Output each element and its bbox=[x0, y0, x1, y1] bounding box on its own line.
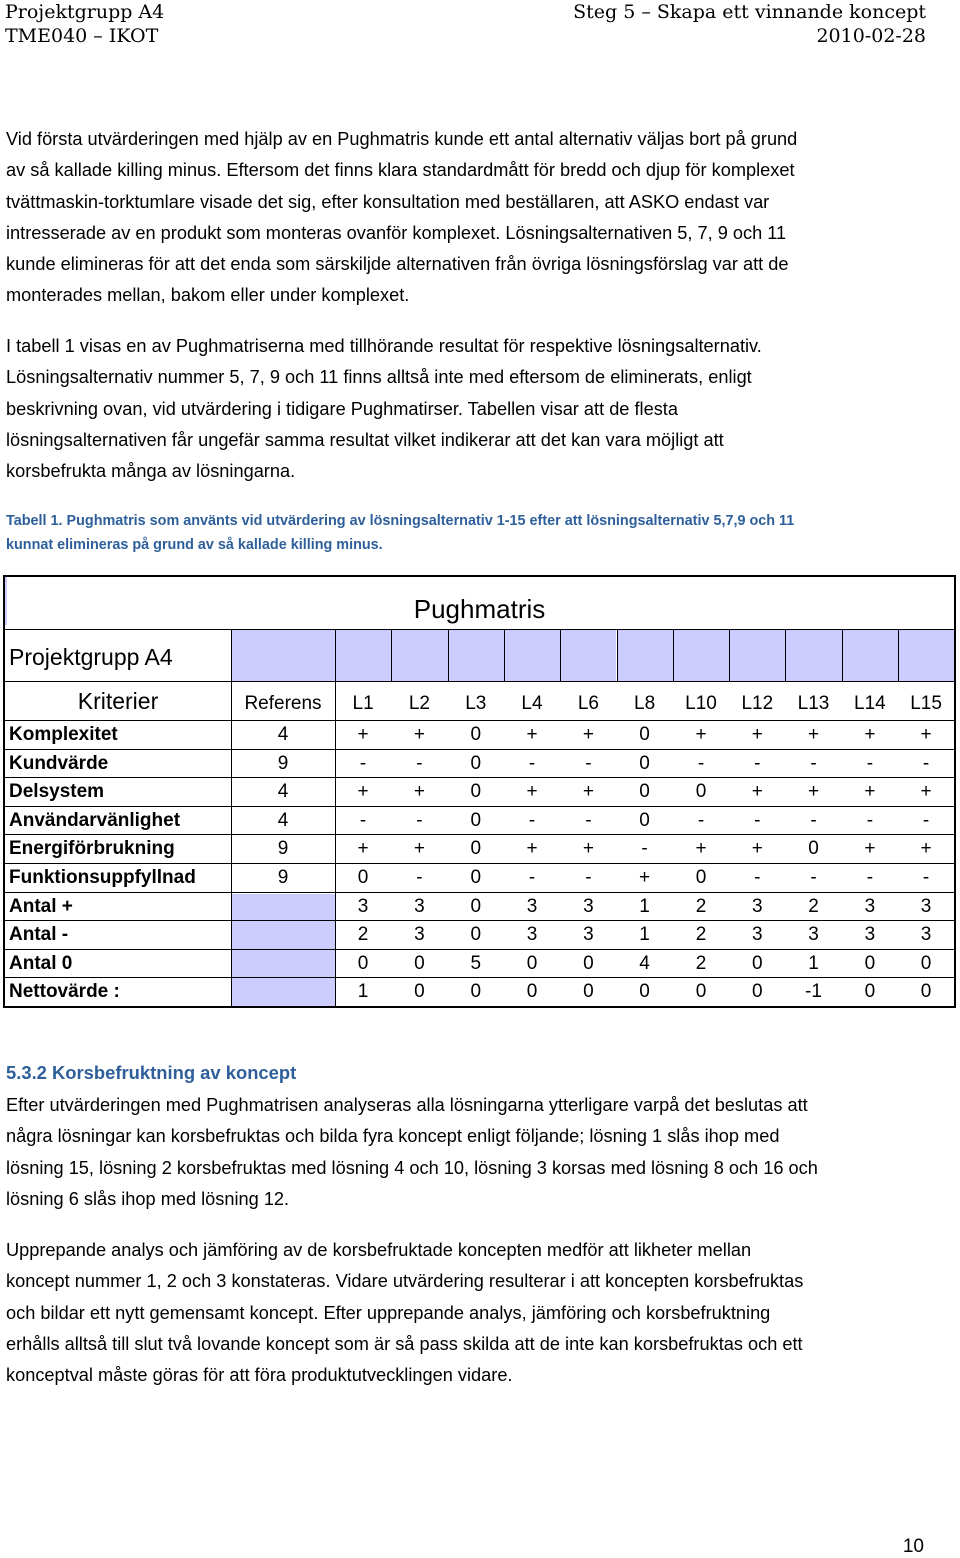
table-cell: + bbox=[920, 781, 932, 803]
table-cell: + bbox=[582, 838, 594, 860]
table-cell: 3 bbox=[357, 895, 369, 917]
row-label: Antal 0 bbox=[9, 952, 73, 974]
table-cell: 3 bbox=[752, 924, 763, 946]
table-cell: 0 bbox=[639, 981, 650, 1003]
table-cell: + bbox=[526, 781, 538, 803]
table-cell: 0 bbox=[470, 781, 482, 803]
table-cell: + bbox=[639, 867, 651, 888]
table-cell: 2 bbox=[695, 924, 707, 946]
referens-value: 4 bbox=[277, 781, 289, 803]
table-cell: + bbox=[920, 724, 932, 745]
table-cell: - bbox=[697, 752, 705, 774]
table-cell: + bbox=[582, 724, 594, 745]
table-cell: 0 bbox=[752, 952, 763, 974]
table-cell: + bbox=[807, 724, 820, 745]
table-cell: + bbox=[357, 781, 369, 803]
table-cell: - bbox=[585, 752, 592, 774]
row-label: Antal - bbox=[9, 924, 69, 946]
table-cell: 5 bbox=[470, 952, 482, 974]
caption-line: Tabell 1. Pughmatris som använts vid utvärdering av lösningsalternativ 1-15 efter att lösningsalternativ 5,7,9 och 11 bbox=[6, 513, 795, 529]
column-header-l3: L3 bbox=[465, 693, 487, 714]
table-cell: - bbox=[528, 867, 536, 888]
table-cell: 0 bbox=[695, 867, 707, 888]
row-label: Nettovärde : bbox=[9, 981, 120, 1003]
table-cell: 0 bbox=[414, 981, 425, 1003]
table-cell: - bbox=[754, 867, 761, 888]
table-cell: + bbox=[357, 838, 369, 860]
paragraph-1 bbox=[6, 124, 926, 312]
table-cell: - bbox=[528, 809, 536, 831]
table-cell: 0 bbox=[470, 924, 482, 946]
table-cell: + bbox=[920, 838, 932, 860]
table-cell: 4 bbox=[639, 952, 650, 974]
table-cell: 0 bbox=[526, 981, 538, 1003]
table-cell: 3 bbox=[920, 924, 932, 946]
table-cell: - bbox=[359, 809, 367, 831]
referens-value: 9 bbox=[277, 838, 289, 860]
column-header-l12: L12 bbox=[741, 693, 774, 714]
text-line: Lösningsalternativ nummer 5, 7, 9 och 11 finns alltså inte med eftersom de eliminerats, enligt bbox=[6, 367, 752, 388]
table-cell: 0 bbox=[470, 895, 482, 917]
table-cell: 3 bbox=[864, 895, 876, 917]
referens-summary-shade bbox=[232, 894, 335, 1006]
table-cell: - bbox=[754, 809, 761, 831]
table-cell: - bbox=[866, 809, 874, 831]
table-cell: + bbox=[582, 781, 594, 803]
text-line: koncept nummer 1, 2 och 3 konstateras. Vidare utvärdering resulterar i att koncepten korsbefruktas bbox=[6, 1271, 804, 1292]
referens-value: 4 bbox=[277, 724, 289, 745]
table-cell: 0 bbox=[639, 809, 650, 831]
table-cell: + bbox=[695, 838, 707, 860]
table-cell: 0 bbox=[470, 867, 482, 888]
header-date: 2010-02-28 bbox=[816, 25, 926, 47]
table-cell: 0 bbox=[526, 952, 538, 974]
table-cell: - bbox=[416, 809, 423, 831]
table-cell: -1 bbox=[805, 981, 822, 1003]
table-cell: - bbox=[922, 752, 930, 774]
table-cell: 0 bbox=[583, 981, 594, 1003]
column-header-l10: L10 bbox=[685, 693, 717, 714]
text-line: lösning 15, lösning 2 korsbefruktas med lösning 4 och 10, lösning 3 korsas med lösning 8 och 16 och bbox=[6, 1157, 818, 1178]
referens-value: 9 bbox=[277, 867, 289, 888]
text-line: kunde elimineras för att det enda som särskiljde alternativen från övriga lösningsförslag var att de bbox=[6, 254, 789, 275]
column-header-l15: L15 bbox=[910, 693, 942, 714]
pugh-matrix-table bbox=[3, 575, 956, 1008]
referens-value: 9 bbox=[277, 752, 289, 774]
table-cell: 0 bbox=[639, 781, 650, 803]
table-cell: 0 bbox=[808, 838, 819, 860]
table-cell: + bbox=[413, 838, 425, 860]
text-line: Vid första utvärderingen med hjälp av en Pughmatris kunde ett antal alternativ väljas bort på grund bbox=[6, 129, 798, 149]
header-shade bbox=[674, 630, 729, 681]
table-cell: 0 bbox=[470, 752, 482, 774]
row-label: Antal + bbox=[9, 895, 73, 917]
table-cell: 3 bbox=[526, 924, 538, 946]
header-shade bbox=[899, 630, 954, 681]
table-cell: 0 bbox=[639, 724, 650, 745]
page-number: 10 bbox=[902, 1536, 924, 1557]
table-cell: 3 bbox=[414, 924, 425, 946]
header-shade bbox=[392, 630, 447, 681]
criteria-header: Kriterier bbox=[77, 688, 159, 714]
row-label: Funktionsuppfyllnad bbox=[9, 867, 196, 888]
table-cell: - bbox=[866, 752, 874, 774]
header-shade bbox=[618, 630, 673, 681]
text-line: konceptval måste göras för att föra produktutvecklingen vidare. bbox=[6, 1365, 513, 1386]
table-cell: 0 bbox=[470, 981, 482, 1003]
table-cell: 0 bbox=[470, 809, 482, 831]
table-cell: 0 bbox=[470, 838, 482, 860]
row-label: Användarvänlighet bbox=[9, 809, 181, 831]
table-cell: 2 bbox=[695, 895, 707, 917]
table-title: Pughmatris bbox=[413, 594, 546, 624]
table-cell: 0 bbox=[470, 724, 482, 745]
table-cell: + bbox=[413, 724, 425, 745]
table-cell: 3 bbox=[864, 924, 876, 946]
header-step-title: Steg 5 – Skapa ett vinnande koncept bbox=[573, 1, 926, 23]
table-cell: 3 bbox=[808, 924, 819, 946]
table-cell: - bbox=[528, 752, 536, 774]
table-cell: 0 bbox=[920, 981, 932, 1003]
text-line: korsbefrukta många av lösningarna. bbox=[6, 461, 296, 482]
header-project-name: Projektgrupp A4 bbox=[5, 1, 165, 23]
table-cell: + bbox=[357, 724, 369, 745]
table-cell: - bbox=[416, 867, 423, 888]
table-cell: - bbox=[754, 752, 761, 774]
row-label: Delsystem bbox=[9, 781, 105, 803]
table-cell: - bbox=[641, 838, 648, 860]
header-shade bbox=[232, 630, 335, 681]
text-line: Upprepande analys och jämföring av de korsbefruktade koncepten medför att likheter mellan bbox=[6, 1240, 752, 1260]
column-header-l13: L13 bbox=[797, 693, 830, 714]
column-header-l4: L4 bbox=[521, 693, 543, 714]
table-cell: - bbox=[810, 809, 817, 831]
caption-line: kunnat elimineras på grund av så kallade killing minus. bbox=[6, 537, 383, 553]
table-cell: 3 bbox=[414, 895, 425, 917]
table-cell: + bbox=[751, 838, 763, 860]
table-cell: 3 bbox=[583, 924, 594, 946]
table-cell: 0 bbox=[920, 952, 932, 974]
table-cell: - bbox=[810, 867, 817, 888]
table-cell: 0 bbox=[864, 952, 876, 974]
table-cell: 3 bbox=[752, 895, 763, 917]
table-cell: + bbox=[807, 781, 820, 803]
table-cell: 1 bbox=[639, 895, 650, 917]
table-cell: 3 bbox=[920, 895, 932, 917]
row-label: Komplexitet bbox=[9, 724, 118, 745]
header-shade bbox=[730, 630, 785, 681]
text-line: beskrivning ovan, vid utvärdering i tidigare Pughmatirser. Tabellen visar att de flesta bbox=[6, 398, 678, 419]
column-header-l1: L1 bbox=[352, 693, 374, 714]
table-cell: 0 bbox=[695, 981, 707, 1003]
header-shade bbox=[449, 630, 504, 681]
table-cell: 0 bbox=[414, 952, 425, 974]
text-line: av så kallade killing minus. Eftersom det finns klara standardmått för bredd och djup för komplexet bbox=[6, 160, 795, 181]
table-cell: + bbox=[751, 781, 763, 803]
section-heading: 5.3.2 Korsbefruktning av koncept bbox=[6, 1062, 297, 1083]
text-line: och bildar ett nytt gemensamt koncept. Efter upprepande analys, jämföring och korsbefruktning bbox=[6, 1302, 771, 1323]
text-line: I tabell 1 visas en av Pughmatriserna med tillhörande resultat för respektive lösningsalternativ. bbox=[6, 336, 762, 356]
text-line: lösning 6 slås ihop med lösning 12. bbox=[6, 1188, 290, 1209]
table-cell: - bbox=[585, 867, 592, 888]
table-cell: 2 bbox=[695, 952, 707, 974]
header-shade bbox=[336, 630, 391, 681]
column-header-l14: L14 bbox=[854, 693, 886, 714]
table-cell: - bbox=[922, 809, 930, 831]
text-line: monterades mellan, bakom eller under komplexet. bbox=[6, 285, 410, 306]
table-cell: + bbox=[864, 724, 876, 745]
group-label: Projektgrupp A4 bbox=[9, 644, 173, 670]
text-line: lösningsalternativen får ungefär samma resultat vilket indikerar att det kan vara möjligt att bbox=[6, 429, 724, 450]
table-cell: 0 bbox=[357, 867, 369, 888]
header-shade bbox=[505, 630, 560, 681]
table-cell: - bbox=[866, 867, 874, 888]
text-line: några lösningar kan korsbefruktas och bilda fyra koncept enligt följande; lösning 1 slås ihop med bbox=[6, 1126, 780, 1147]
table-cell: 1 bbox=[808, 952, 819, 974]
table-cell: - bbox=[416, 752, 423, 774]
table-cell: + bbox=[864, 781, 876, 803]
text-line: intresserade av en produkt som monteras ovanför komplexet. Lösningsalternativen 5, 7, 9 och 11 bbox=[6, 222, 787, 243]
table-cell: 0 bbox=[357, 952, 369, 974]
table-cell: 0 bbox=[864, 981, 876, 1003]
paragraph-3 bbox=[6, 1090, 926, 1215]
table-cell: + bbox=[695, 724, 707, 745]
table-cell: + bbox=[526, 838, 538, 860]
table-cell: + bbox=[864, 838, 876, 860]
row-label: Kundvärde bbox=[9, 752, 109, 774]
referens-value: 4 bbox=[277, 809, 289, 831]
table-cell: + bbox=[751, 724, 763, 745]
header-course-code: TME040 – IKOT bbox=[5, 25, 159, 47]
table-cell: 2 bbox=[357, 924, 369, 946]
header-shade bbox=[786, 630, 841, 681]
column-header-l8: L8 bbox=[634, 693, 656, 714]
table-cell: + bbox=[526, 724, 538, 745]
column-header-l2: L2 bbox=[408, 693, 430, 714]
table-cell: - bbox=[697, 809, 705, 831]
table-cell: - bbox=[359, 752, 367, 774]
paragraph-4 bbox=[6, 1235, 926, 1391]
text-line: Efter utvärderingen med Pughmatrisen analyseras alla lösningarna ytterligare varpå det beslutas att bbox=[6, 1095, 808, 1115]
table-cell: 0 bbox=[639, 752, 650, 774]
table-cell: 1 bbox=[357, 981, 369, 1003]
table-cell: 1 bbox=[639, 924, 650, 946]
table-cell: - bbox=[922, 867, 930, 888]
paragraph-2 bbox=[6, 331, 926, 487]
table-cell: 3 bbox=[526, 895, 538, 917]
header-shade bbox=[561, 630, 616, 681]
table-cell: - bbox=[585, 809, 592, 831]
table-cell: 3 bbox=[583, 895, 594, 917]
text-line: tvättmaskin-torktumlare visade det sig, efter konsultation med beställaren, att ASKO endast var bbox=[6, 191, 770, 212]
table-caption bbox=[6, 509, 926, 557]
table-cell: - bbox=[810, 752, 817, 774]
table-cell: 0 bbox=[752, 981, 763, 1003]
text-line: erhålls alltså till slut två lovande koncept som är så pass skilda att de inte kan korsbefruktas och ett bbox=[6, 1333, 803, 1354]
table-cell: 0 bbox=[695, 781, 707, 803]
column-header-l6: L6 bbox=[577, 693, 599, 714]
table-cell: 2 bbox=[808, 895, 819, 917]
header-shade bbox=[843, 630, 898, 681]
table-cell: 0 bbox=[583, 952, 594, 974]
row-label: Energiförbrukning bbox=[9, 838, 175, 860]
column-header-referens: Referens bbox=[244, 693, 322, 714]
table-cell: + bbox=[413, 781, 425, 803]
